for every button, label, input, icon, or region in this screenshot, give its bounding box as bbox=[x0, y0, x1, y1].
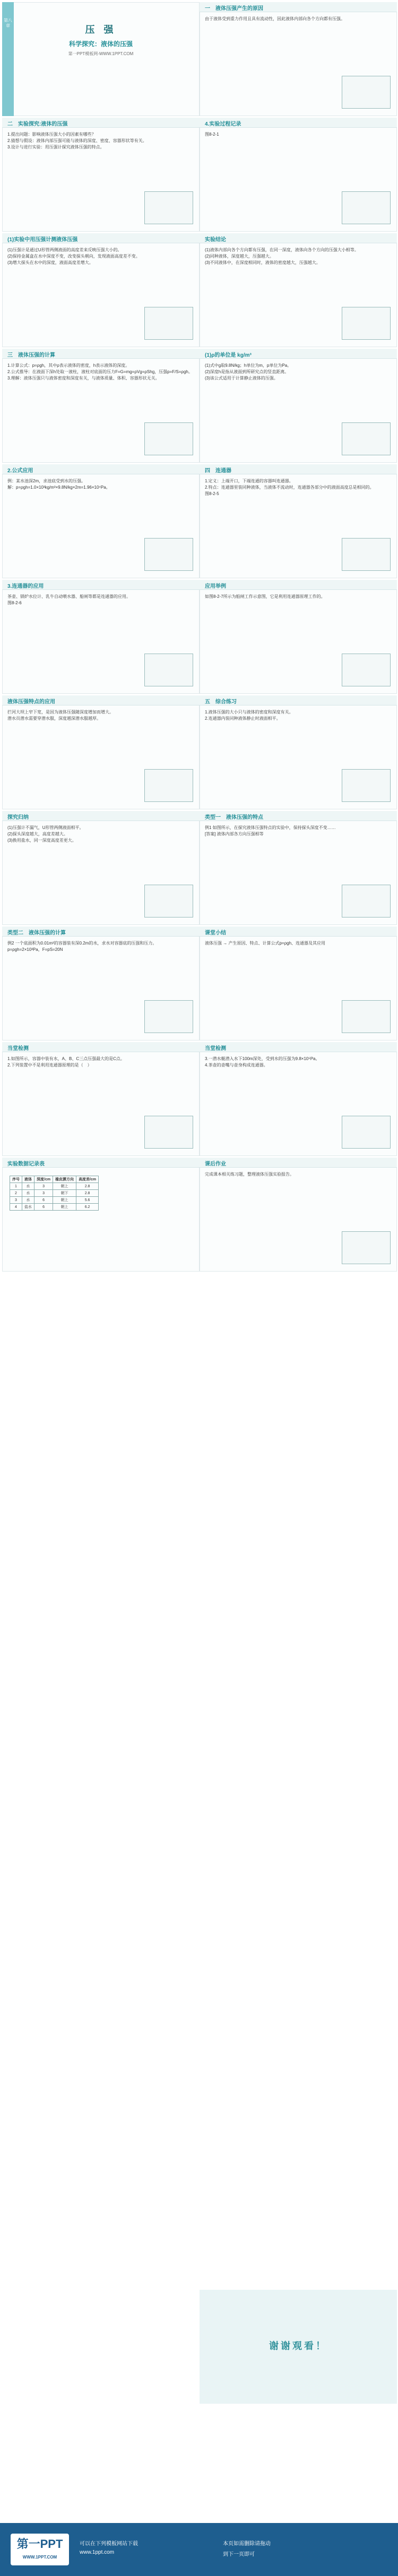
slide-title: 当堂检测 bbox=[7, 1046, 29, 1052]
slide-title: 三 液体压强的计算 bbox=[7, 352, 55, 358]
figure-illustration bbox=[144, 1116, 193, 1149]
slide-title: 五 综合练习 bbox=[205, 699, 237, 705]
end-slide bbox=[200, 2290, 397, 2404]
figure-illustration bbox=[342, 1000, 391, 1033]
slide-bar bbox=[2, 1042, 200, 1052]
slide-title: 一 液体压强产生的原因 bbox=[205, 6, 263, 12]
table-cell: 水 bbox=[22, 1190, 34, 1197]
slide-body: 完成课本相关练习题，整理液体压强实验报告。 bbox=[205, 1172, 294, 1177]
slide-title: (1)ρ的单位是 kg/m³ bbox=[205, 352, 252, 358]
slide-title: 实验结论 bbox=[205, 237, 226, 243]
table-cell: 朝上 bbox=[53, 1204, 76, 1211]
table-cell: 2.8 bbox=[76, 1183, 99, 1190]
table-cell: 6 bbox=[34, 1204, 53, 1211]
table-cell: 2.8 bbox=[76, 1190, 99, 1197]
table-cell: 6 bbox=[34, 1197, 53, 1204]
figure-illustration bbox=[144, 769, 193, 802]
table-cell: 4 bbox=[10, 1204, 22, 1211]
content-slide bbox=[200, 927, 397, 1040]
figure-illustration bbox=[342, 538, 391, 571]
slide-body: 1.定义：上端开口，下端连通的容器叫连通器。 2.特点：连通器里装同种液体，当液体不流动时，连通器各部分中的液面高度总是相同的。 图8-2-5 bbox=[205, 479, 374, 496]
slide-body: 1.液体压强的大小只与液体的密度和深度有关。 2.连通器内装同种液体静止时液面相平。 bbox=[205, 710, 293, 721]
slide-bar bbox=[200, 233, 397, 243]
table-header-row bbox=[10, 1176, 99, 1183]
slide-body: 由于液体受到重力作用且具有流动性，因此液体内部向各个方向都有压强。 bbox=[205, 16, 345, 21]
figure-illustration bbox=[342, 191, 391, 224]
data-table-slide bbox=[2, 1158, 200, 1272]
table-cell: 盐水 bbox=[22, 1204, 34, 1211]
slide-title: 2.公式应用 bbox=[7, 468, 33, 474]
cover-strip bbox=[2, 2, 14, 116]
content-slide bbox=[200, 349, 397, 463]
logo-url: WWW.1PPT.COM bbox=[22, 2555, 57, 2560]
table-cell: 水 bbox=[22, 1197, 34, 1204]
content-slide bbox=[200, 118, 397, 232]
table-cell: 朝下 bbox=[53, 1190, 76, 1197]
figure-illustration bbox=[144, 307, 193, 340]
table-cell: 6.2 bbox=[76, 1204, 99, 1211]
table-cell: 水 bbox=[22, 1183, 34, 1190]
chapter-tag: 第八章 bbox=[4, 18, 12, 28]
slide-title: 类型二 液体压强的计算 bbox=[7, 930, 66, 936]
content-slide bbox=[2, 349, 200, 463]
slide-title: 探究归纳 bbox=[7, 815, 29, 821]
table-header-cell: 高度差/cm bbox=[76, 1176, 99, 1183]
content-slide bbox=[2, 927, 200, 1040]
slide-title: 课后作业 bbox=[205, 1161, 226, 1167]
content-slide bbox=[200, 580, 397, 694]
table-row bbox=[10, 1183, 99, 1190]
table-cell: 朝上 bbox=[53, 1183, 76, 1190]
figure-illustration bbox=[144, 885, 193, 918]
content-slide bbox=[200, 1158, 397, 1272]
table-header-cell: 橡皮膜方向 bbox=[53, 1176, 76, 1183]
figure-illustration bbox=[342, 307, 391, 340]
table-cell: 3 bbox=[10, 1197, 22, 1204]
cover-slide bbox=[2, 2, 200, 116]
figure-illustration bbox=[342, 1116, 391, 1149]
figure-illustration bbox=[144, 191, 193, 224]
cover-subtitle: 科学探究：液体的压强 bbox=[68, 40, 133, 48]
slide-title: 4.实验过程记录 bbox=[205, 121, 241, 127]
content-slide bbox=[200, 464, 397, 578]
footer-line-3: 本页如需删除请拖动 bbox=[223, 2541, 271, 2547]
slide-title: 液体压强特点的应用 bbox=[7, 699, 55, 705]
figure-illustration bbox=[144, 654, 193, 686]
figure-illustration bbox=[144, 538, 193, 571]
slide-body: 例1 如图所示，在探究液体压强特点的实验中，保持探头深度不变…… [答案] 液体内部各方向压强相等 bbox=[205, 825, 336, 836]
content-slide bbox=[2, 811, 200, 925]
slide-bar bbox=[200, 580, 397, 590]
table-header-cell: 序号 bbox=[10, 1176, 22, 1183]
table-cell: 3 bbox=[34, 1190, 53, 1197]
content-slide bbox=[2, 695, 200, 809]
figure-illustration bbox=[342, 885, 391, 918]
slide-title: 实验数据记录表 bbox=[7, 1161, 45, 1167]
slide-title: 四 连通器 bbox=[205, 468, 231, 474]
table-header-cell: 液体 bbox=[22, 1176, 34, 1183]
slide-title: 类型一 液体压强的特点 bbox=[205, 815, 263, 821]
table-cell: 2 bbox=[10, 1190, 22, 1197]
brand-logo bbox=[11, 2534, 69, 2565]
cover-title: 压 强 bbox=[85, 24, 117, 35]
table-cell: 5.6 bbox=[76, 1197, 99, 1204]
logo-text: 第一PPT bbox=[16, 2537, 63, 2551]
slide-body: 图8-2-1 bbox=[205, 132, 219, 137]
table-body bbox=[10, 1183, 99, 1211]
slide-title: 应用举例 bbox=[205, 584, 226, 589]
content-slide bbox=[2, 233, 200, 347]
content-slide bbox=[200, 1042, 397, 1156]
figure-illustration bbox=[342, 422, 391, 455]
slide-body: 如图8-2-7所示为船闸工作示意图，它是利用连通器原理工作的。 bbox=[205, 594, 325, 599]
table-header-cell: 深度/cm bbox=[34, 1176, 53, 1183]
figure-illustration bbox=[144, 1000, 193, 1033]
footer-line-2[interactable]: www.1ppt.com bbox=[80, 2549, 115, 2555]
slide-title: (1)实验中用压强计测液体压强 bbox=[7, 237, 78, 243]
table-cell: 1 bbox=[10, 1183, 22, 1190]
content-slide bbox=[200, 233, 397, 347]
end-text: 谢谢观看！ bbox=[269, 2341, 327, 2351]
content-slide bbox=[2, 118, 200, 232]
content-slide bbox=[200, 695, 397, 809]
slide-bar bbox=[200, 927, 397, 937]
slide-body: (1)压强计是通过U形管两侧液面的高度差来反映压强大小的。 (2)保持金属盒在水中深度不变，改变探头朝向，发现液面高度差不变。 (3)增大探头在水中的深度，液面高度差增大。 bbox=[7, 248, 140, 265]
slide-body: 例：某水池深2m，求池底受到水的压强。 解：p=ρgh=1.0×10³kg/m³×9.8N/kg×2m=1.96×10⁴Pa。 bbox=[7, 479, 110, 490]
slide-bar bbox=[2, 811, 200, 821]
slide-body: 茶壶、锅炉水位计、乳牛自动喂水器、船闸等都是连通器的应用。 图8-2-6 bbox=[7, 594, 131, 605]
content-slide bbox=[200, 2, 397, 116]
slide-title: 二 实验探究:液体的压强 bbox=[7, 121, 68, 127]
table-row bbox=[10, 1204, 99, 1211]
slide-title: 3.连通器的应用 bbox=[7, 584, 44, 589]
slide-body: (1)液体内部向各个方向都有压强，在同一深度，液体向各个方向的压强大小相等。 (2)同种液体，深度越大，压强越大。 (3)不同液体中，在深度相同时，液体的密度越大，压强越大。 bbox=[205, 248, 359, 265]
figure-illustration bbox=[342, 1231, 391, 1264]
slide-body: (1)压强计不漏气，U形管两侧液面相平。 (2)探头深度越大，高度差越大。 (3)换用盐水，同一深度高度差更大。 bbox=[7, 825, 84, 843]
content-slide bbox=[2, 580, 200, 694]
slide-bar bbox=[200, 1158, 397, 1168]
slide-body: 1.如图所示，容器中装有水，A、B、C三点压强最大的是C点。 2.下列装置中不是利用连通器原理的是（ ） bbox=[7, 1056, 125, 1068]
footer-line-4: 到下一页即可 bbox=[223, 2552, 255, 2557]
slide-body: 例2 一个底面积为0.01m²的容器装有深0.2m的水，求水对容器底的压强和压力。 p=ρgh=2×10³Pa，F=pS=20N bbox=[7, 941, 157, 952]
data-table bbox=[10, 1176, 99, 1211]
footer bbox=[0, 2523, 398, 2576]
table-row bbox=[10, 1197, 99, 1204]
slide-title: 当堂检测 bbox=[205, 1046, 226, 1052]
footer-line-1: 可以在下列模板网站下载 bbox=[80, 2541, 138, 2547]
cover-url: 第一PPT模板网-WWW.1PPT.COM bbox=[68, 51, 134, 56]
content-slide bbox=[2, 1042, 200, 1156]
slide-title: 课堂小结 bbox=[205, 930, 226, 936]
content-slide bbox=[200, 811, 397, 925]
content-slide bbox=[2, 464, 200, 578]
figure-illustration bbox=[342, 76, 391, 109]
slide-bar bbox=[200, 1042, 397, 1052]
figure-illustration bbox=[342, 654, 391, 686]
slide-body: 1.计算公式：p=ρgh，其中ρ表示液体的密度，h表示液体的深度。 2.公式推导：在液面下深h处取一液柱，液柱对底面的压力F=G=mg=ρVg=ρShg，压强p=F/S=ρgh。 3.理解：液体压强只与液体密度和深度有关，与液体质量、体积、容器形状无关。 bbox=[7, 363, 193, 381]
slide-body: 液体压强 → 产生原因、特点、计算公式p=ρgh、连通器及其应用 bbox=[205, 941, 326, 946]
table-cell: 3 bbox=[34, 1183, 53, 1190]
table-cell: 朝上 bbox=[53, 1197, 76, 1204]
slide-body: 1.提出问题：影响液体压强大小的因素有哪些？ 2.猜想与假设：液体内部压强可能与液体的深度、密度、容器形状等有关。 3.设计与进行实验：用压强计探究液体压强的特点。 bbox=[7, 132, 147, 149]
table-row bbox=[10, 1190, 99, 1197]
slide-body: 3.一潜水艇潜入水下100m深处，受到水的压强为9.8×10⁵Pa。 4.茶壶的壶嘴与壶身构成连通器。 bbox=[205, 1056, 320, 1068]
slide-body: (1)式中g取9.8N/kg；h单位为m，p单位为Pa。 (2)深度h是指从液面到所研究点的竖直距离。 (3)该公式适用于计算静止液体的压强。 bbox=[205, 363, 292, 381]
figure-illustration bbox=[342, 769, 391, 802]
slide-body: 拦河大坝上窄下宽，是因为液体压强随深度增加而增大。 潜水员潜水需要穿潜水服，深度越深潜水服越厚。 bbox=[7, 710, 114, 721]
figure-illustration bbox=[144, 422, 193, 455]
